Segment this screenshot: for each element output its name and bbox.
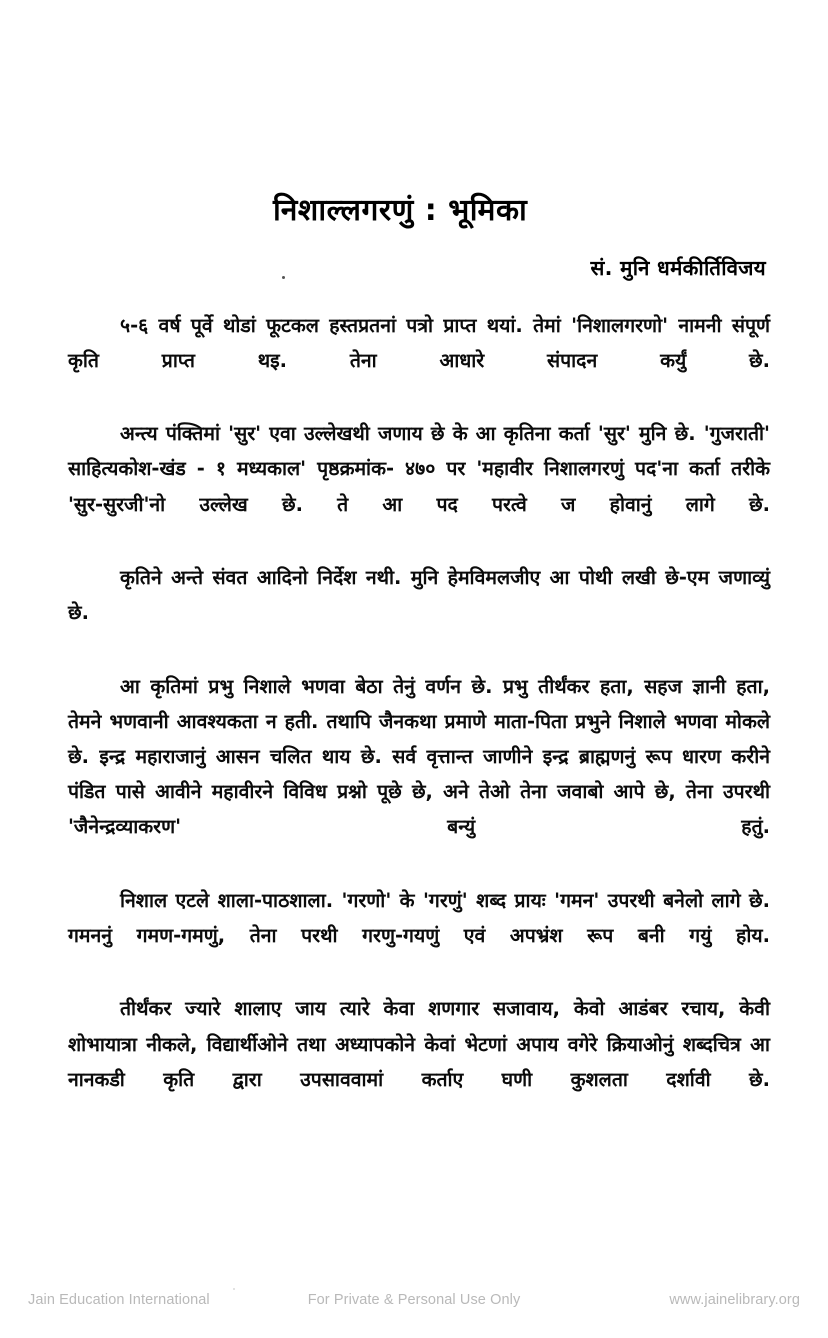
text-column <box>68 0 770 1248</box>
footer-organization: Jain Education International <box>28 1292 210 1308</box>
paragraph: कृतिने अन्ते संवत आदिनो निर्देश नथी. मुनि हेमविमलजीए आ पोथी लखी छे-एम जणाव्युं छे. <box>68 565 770 625</box>
footer-usage-notice: For Private & Personal Use Only <box>307 1292 521 1308</box>
body-text <box>68 308 770 1133</box>
byline-row <box>68 254 770 288</box>
paragraph: ५-६ वर्ष पूर्वे थोडां फूटकल हस्तप्रतनां पत्रो प्राप्त थयां. तेमां 'निशालगरणो' नामनी संपूर्ण कृति प्राप्त थइ. तेना आधारे संपादन कर्युं छे. <box>68 313 770 372</box>
paragraph: अन्त्य पंक्तिमां 'सुर' एवा उल्लेखथी जणाय छे के आ कृतिना कर्ता 'सुर' मुनि छे. 'गुजराती' साहित्यकोश-खंड - १ मध्यकाल' पृष्ठक्रमांक- ४७० पर 'महावीर निशालगरणुं पद'ना कर्ता तरीके 'सुर-सुरजी'नो उल्लेख छे. ते आ पद परत्वे ज होवानुं लागे छे. <box>68 422 770 516</box>
paragraph: तीर्थंकर ज्यारे शालाए जाय त्यारे केवा शणगार सजावाय, केवो आडंबर रचाय, केवी शोभायात्रा नीकले, विद्यार्थीओने तथा अध्यापकोने केवां भेटणां अपाय वगेरे क्रियाओनुं शब्दचित्र आ नानकडी कृति द्वारा उपसाववामां कर्ताए घणी कुशलता दर्शावी छे. <box>68 997 770 1091</box>
paragraph: आ कृतिमां प्रभु निशाले भणवा बेठा तेनुं वर्णन छे. प्रभु तीर्थंकर हता, सहज ज्ञानी हता, तेमने भणवानी आवश्यकता न हती. तथापि जैनकथा प्रमाणे माता-पिता प्रभुने निशाले भणवा मोकले छे. इन्द्र महाराजानुं आसन चलित थाय छे. सर्व वृत्तान्त जाणीने इन्द्र ब्राह्मणनुं रूप धारण करीने पंडित पासे आवीने महावीरने विविध प्रश्नो पूछे छे, अने तेओ तेना जवाबो आपे छे, तेना उपरथी 'जैनेन्द्रव्याकरण' बन्युं हतुं. <box>68 674 770 839</box>
paragraph: निशाल एटले शाला-पाठशाला. 'गरणो' के 'गरणुं' शब्द प्रायः 'गमन' उपरथी बनेलो लागे छे. गमननुं गमण-गमणुं, तेना परथी गरणु-गयणुं एवं अपभ्रंश रूप बनी गयुं होय. <box>68 888 770 947</box>
footer-website-url[interactable]: www.jainelibrary.org <box>669 1292 800 1308</box>
page-title: निशाल्लगरणुं : भूमिका <box>273 193 528 228</box>
page-footer <box>0 1292 828 1322</box>
stray-speck <box>233 1288 235 1290</box>
stray-dot-mark <box>282 276 285 279</box>
editor-byline: सं. मुनि धर्मकीर्तिविजय <box>590 255 766 280</box>
